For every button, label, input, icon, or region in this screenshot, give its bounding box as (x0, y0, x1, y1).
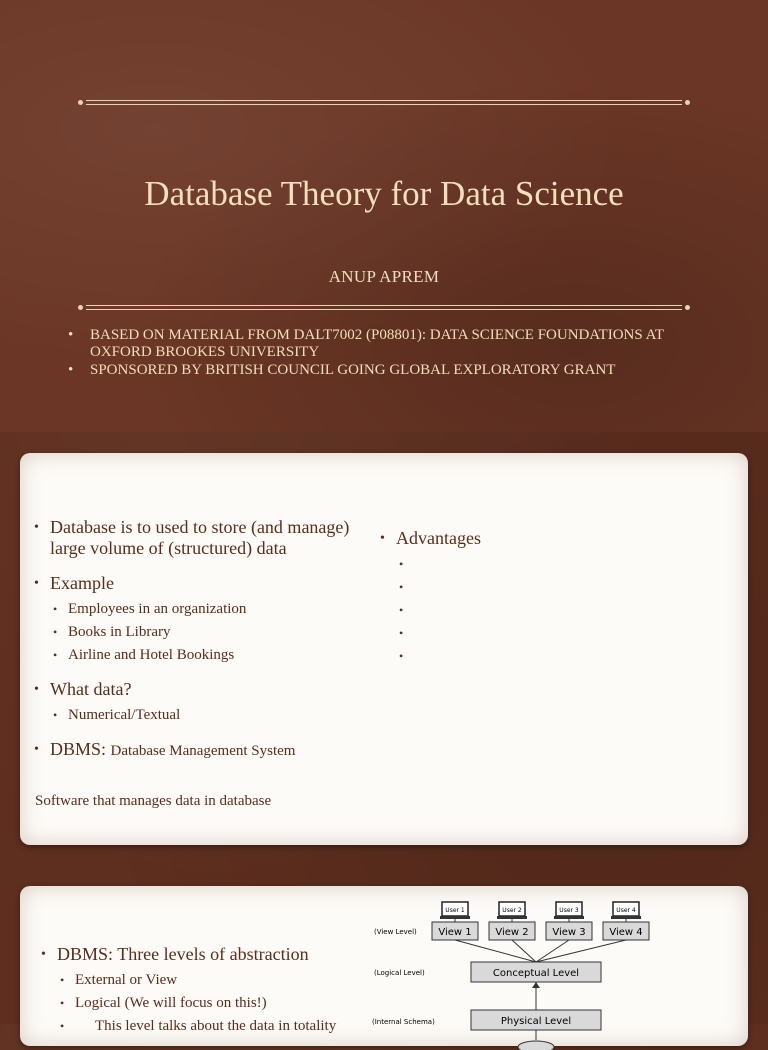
storage-disk-icon (518, 1041, 554, 1050)
dbms-expansion: Database Management System (110, 743, 296, 759)
author-name: ANUP APREM (328, 267, 440, 286)
view-label: View 4 (609, 927, 643, 938)
title-slide (0, 0, 768, 432)
advantage-item (380, 645, 720, 668)
advantages-list (380, 528, 720, 668)
software-note: Software that manages data in database (35, 793, 272, 809)
abstraction-subitem: • This level talks about the data in totality (41, 1015, 371, 1038)
note-item: • SPONSORED BY BRITISH COUNCIL GOING GLOBAL EXPLORATORY GRANT (68, 362, 728, 379)
user-label: User 3 (559, 907, 579, 914)
view-label: View 3 (552, 927, 586, 938)
user-label: User 1 (445, 907, 465, 914)
user-label: User 2 (502, 907, 522, 914)
example-item: • Employees in an organization (34, 598, 374, 621)
note-item: • BASED ON MATERIAL FROM DALT7002 (P08801): DATA SCIENCE FOUNDATIONS AT OXFORD BROOKES UNIVERSITY (68, 327, 728, 361)
left-bullet-list (34, 517, 374, 762)
definition-bullet: • Database is to used to store (and manage) large volume of (structured) data (34, 517, 374, 559)
abstraction-item: • External or View (41, 969, 371, 992)
view-level-label: (View Level) (374, 928, 417, 936)
advantage-item (380, 622, 720, 645)
advantages-bullet: • Advantages (380, 528, 720, 549)
abstraction-diagram (370, 900, 710, 1050)
physical-level-label: Physical Level (500, 1016, 572, 1027)
view-label: View 2 (495, 927, 529, 938)
logical-level-label: (Logical Level) (374, 969, 425, 977)
dbms-label: DBMS: (50, 739, 111, 759)
example-bullet: • Example (34, 573, 374, 594)
user-label: User 4 (616, 907, 636, 914)
example-item: • Airline and Hotel Bookings (34, 644, 374, 667)
advantage-item (380, 576, 720, 599)
what-data-bullet: • What data? (34, 679, 374, 700)
dbms-bullet (34, 739, 374, 762)
example-item: • Books in Library (34, 621, 374, 644)
advantage-item (380, 553, 720, 576)
abstraction-levels-slide (20, 886, 748, 1046)
advantage-item (380, 599, 720, 622)
abstraction-heading: • DBMS: Three levels of abstraction (41, 944, 371, 965)
slide-title: Database Theory for Data Science (144, 174, 624, 213)
database-intro-slide (20, 453, 748, 845)
internal-schema-label: (Internal Schema) (372, 1018, 435, 1026)
what-data-item: • Numerical/Textual (34, 704, 374, 727)
conceptual-level-label: Conceptual Level (492, 968, 580, 979)
abstraction-item: • Logical (We will focus on this!) (41, 992, 371, 1015)
view-label: View 1 (438, 927, 472, 938)
top-double-rule (78, 100, 690, 105)
title-notes (68, 327, 728, 380)
bottom-double-rule (78, 305, 690, 310)
